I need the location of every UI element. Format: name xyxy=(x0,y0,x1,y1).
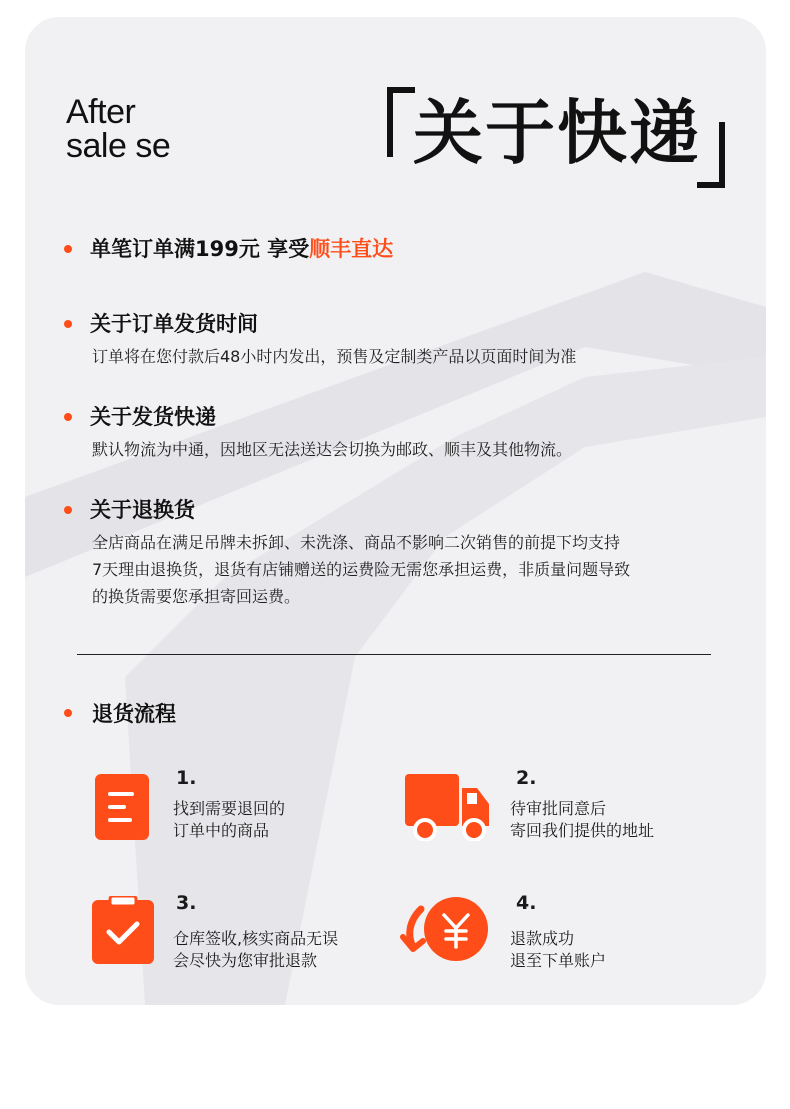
yen-refund-icon xyxy=(399,895,491,965)
process-heading: 退货流程 xyxy=(92,702,176,726)
right-corner-bracket xyxy=(697,122,725,188)
section-heading-courier: 关于发货快递 xyxy=(90,405,216,429)
divider xyxy=(77,654,711,655)
step-2-text: 待审批同意后 寄回我们提供的地址 xyxy=(510,799,655,840)
bullet-dot xyxy=(64,245,72,253)
document-icon xyxy=(95,774,149,840)
bullet-dot xyxy=(64,413,72,421)
bullet-dot xyxy=(64,506,72,514)
step-1-text: 找到需要退回的 订单中的商品 xyxy=(173,799,286,840)
section-text-ship-time: 订单将在您付款后48小时内发出，预售及定制类产品以页面时间为准 xyxy=(92,347,577,366)
promo-text: 单笔订单满199元 享受 xyxy=(90,237,310,261)
promo-heading xyxy=(90,236,393,262)
clipboard-check-icon xyxy=(92,896,154,964)
section-heading-returns: 关于退换货 xyxy=(90,498,195,522)
info-card xyxy=(25,17,766,1005)
promo-highlight: 顺丰直达 xyxy=(309,237,394,261)
step-3-number: 3. xyxy=(176,892,197,914)
section-text-courier: 默认物流为中通，因地区无法送达会切换为邮政、顺丰及其他物流。 xyxy=(92,440,573,459)
step-4-text: 退款成功 退至下单账户 xyxy=(510,929,607,970)
bullet-dot xyxy=(64,709,72,717)
step-3-text: 仓库签收,核实商品无误 会尽快为您审批退款 xyxy=(173,929,339,970)
step-1-number: 1. xyxy=(176,767,197,789)
english-title: After sale se xyxy=(66,93,171,165)
section-heading-ship-time: 关于订单发货时间 xyxy=(90,312,258,336)
section-text-returns: 全店商品在满足吊牌未拆卸、未洗涤、商品不影响二次销售的前提下均支持 7天理由退换货，退货有店铺赠送的运费险无需您承担运费，非质量问题导致 的换货需要您承担寄回运费。 xyxy=(92,533,631,606)
step-2-number: 2. xyxy=(516,767,537,789)
page-title: 关于快递 xyxy=(413,92,701,174)
bullet-dot xyxy=(64,320,72,328)
step-4-number: 4. xyxy=(516,892,537,914)
truck-icon xyxy=(405,774,491,841)
left-corner-bracket xyxy=(387,87,415,157)
